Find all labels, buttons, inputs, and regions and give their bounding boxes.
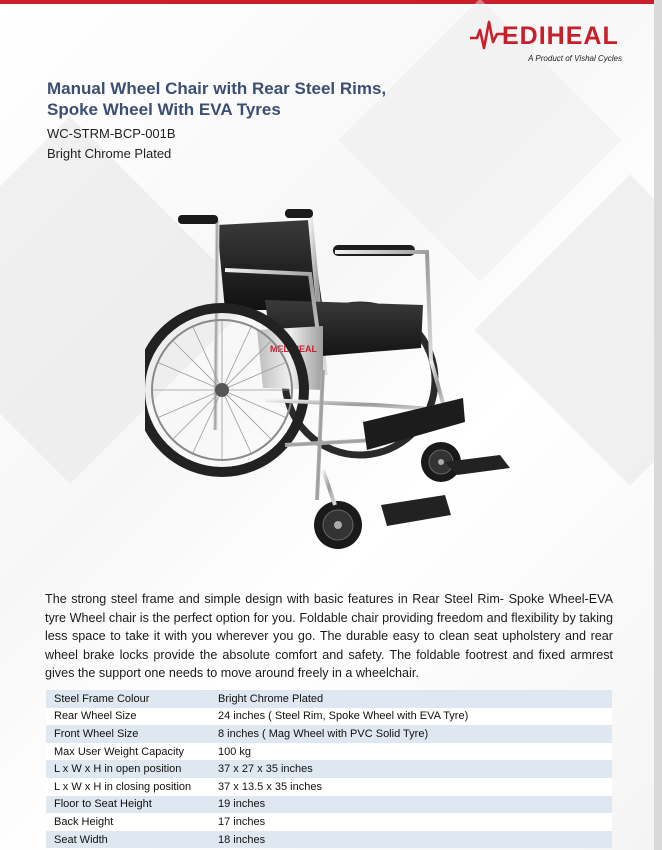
spec-value: Bright Chrome Plated [210, 690, 612, 708]
brand-name: EDIHEAL [502, 22, 619, 50]
product-title [47, 78, 427, 120]
spec-label: Front Wheel Size [46, 725, 210, 743]
spec-label: Back Height [46, 813, 210, 831]
product-title-line: Manual Wheel Chair with Rear Steel Rims, [47, 79, 387, 98]
product-description: The strong steel frame and simple design with basic features in Rear Steel Rim- Spoke Wheel-EVA tyre Wheel chair is the perfect option for you. Foldable chair providing freedom and flexibility by taking less space to take it with you wherever you go. The durable easy to clean seat upholstery and rear wheel brake locks provide the absolute comfort and safety. The foldable footrest and fixed armrest gives the support one needs to move around freely in a wheelchair. [45, 592, 613, 680]
table-row [46, 831, 612, 849]
heartbeat-m-icon [470, 20, 504, 50]
spec-value: 17 inches [210, 813, 612, 831]
page-edge [654, 0, 662, 850]
table-row [46, 796, 612, 814]
table-row [46, 778, 612, 796]
brand-logo [470, 14, 630, 64]
model-number: WC-STRM-BCP-001B [47, 126, 176, 141]
spec-label: Steel Frame Colour [46, 690, 210, 708]
spec-value: 19 inches [210, 796, 612, 814]
finish-label: Bright Chrome Plated [47, 146, 172, 161]
seat-brand-mark: MEDIHEAL [270, 344, 317, 354]
table-row [46, 760, 612, 778]
top-accent-bar [0, 0, 662, 4]
spec-value: 8 inches ( Mag Wheel with PVC Solid Tyre) [210, 725, 612, 743]
table-row [46, 813, 612, 831]
spec-label: Rear Wheel Size [46, 708, 210, 726]
spec-label: Floor to Seat Height [46, 796, 210, 814]
spec-value: 100 kg [210, 743, 612, 761]
spec-label: Seat Width [46, 831, 210, 849]
spec-label: L x W x H in closing position [46, 778, 210, 796]
spec-value: 18 inches [210, 831, 612, 849]
table-row [46, 743, 612, 761]
spec-value: 24 inches ( Steel Rim, Spoke Wheel with EVA Tyre) [210, 708, 612, 726]
wheelchair-image [145, 200, 525, 570]
table-row [46, 690, 612, 708]
table-row [46, 708, 612, 726]
spec-value: 37 x 27 x 35 inches [210, 760, 612, 778]
table-row [46, 725, 612, 743]
spec-label: L x W x H in open position [46, 760, 210, 778]
spec-table [46, 690, 612, 848]
spec-label: Max User Weight Capacity [46, 743, 210, 761]
brand-tagline: A Product of Vishal Cycles [528, 54, 622, 63]
product-title-line: Spoke Wheel With EVA Tyres [47, 100, 281, 119]
spec-value: 37 x 13.5 x 35 inches [210, 778, 612, 796]
